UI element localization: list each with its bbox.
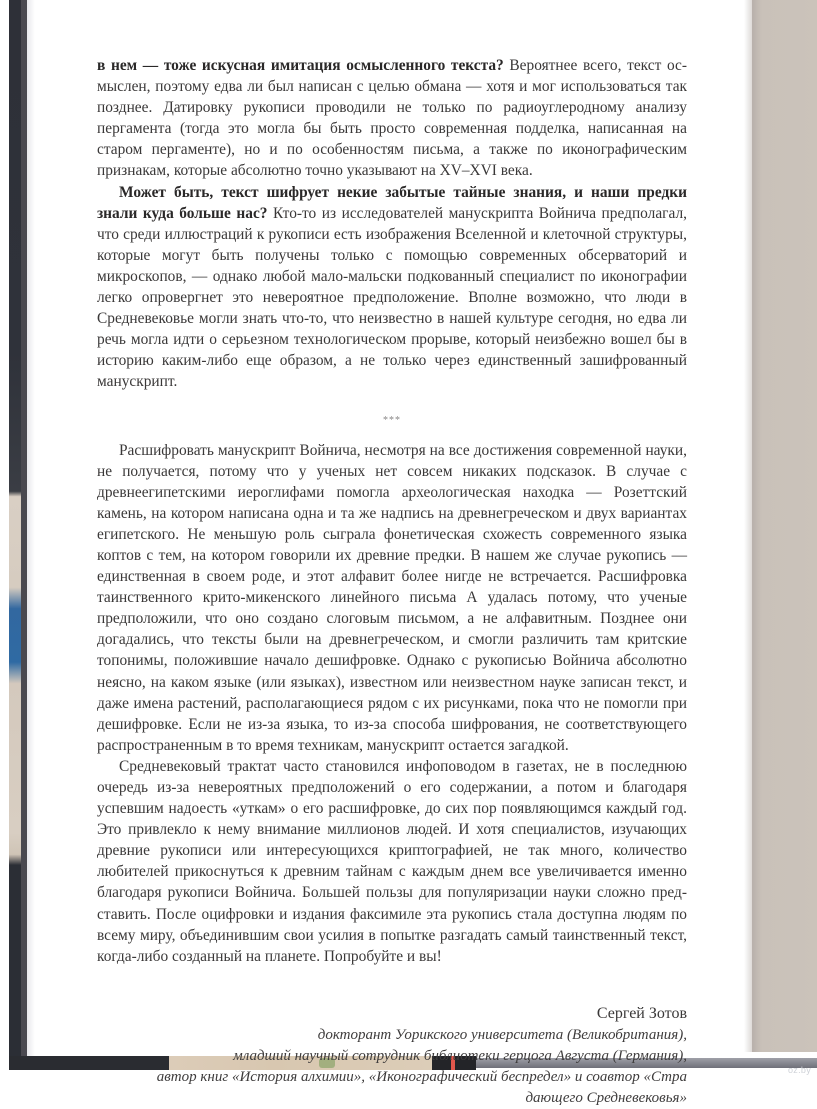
paragraph-1-bold-lead: в нем — тоже искусная имитация осмысленного текста?	[97, 57, 504, 74]
watermark: oz.by	[787, 1065, 811, 1075]
signature-block	[97, 1003, 687, 1109]
paragraph-2	[97, 182, 687, 393]
paragraph-1	[97, 55, 687, 182]
author-credential-3: автор книг «История алхимии», «Иконографический беспредел» и соавтор «Стра	[156, 1068, 687, 1085]
paragraph-4: Средневековый трактат часто становился инфоповодом в газетах, не в последнюю очередь из-за невероятных предположений о его содержании, а потом и благодаря успевшим надоесть «уткам» о его расшифровке, до сих пор появляющимся каждый год. Это привлекло к нему внимание миллионов людей. И хотя специалистов, изучающих древние рукописи или интересующихся криптографией, не так много, количество любителей прикоснуться к древним тайнам с каждым днем все увеличивается именно благодаря рукописи Войнича. Большей пользы для популяризации науки сложно представить. После оцифровки и издания факсимиле эта рукопись стала доступна людям по всему миру, объединившим свои усилия в попытке разгадать самый таинственный текст, когда-либо созданный на планете. Попробуйте и вы!	[97, 757, 687, 965]
page-stack-edge	[752, 0, 817, 1052]
author-credential-1: докторант Уорикского университета (Великобритания),	[317, 1026, 687, 1043]
page-gutter-shadow	[27, 0, 35, 1058]
background-edge	[0, 0, 9, 1080]
section-separator: ***	[383, 414, 401, 426]
paragraph-3: Расшифровать манускрипт Войнича, несмотря на все достижения современной науки, не получается, потому что у ученых нет совсем никаких подсказок. В случае с древнеегипетскими иероглифами помогла археологическая находка — Розеттский камень, на котором написана одна и та же надпись на древнегреческом и двух вариантах египетского. Не меньшую роль сыграла фонетическая схожесть современного языка коптов с тем, на котором говорили их древние предки. В нашем же случае рукопись — единственная в своем роде, и этот алфавит более нигде не встречается. Расшифровка таинственного крито-микенского линейного письма А удалась потому, что ученые предположили, что оно создано слоговым письмом, а не алфавитным. Позднее они догадались, что тексты были на древнегреческом, и смогли различить там критские топонимы, положившие начало дешифровке. Однако с рукописью Войнича абсолютно неясно, на каком языке (или языках), известном или неизвестном науке записан текст, и даже имена растений, располагающиеся рядом с их рисунками, пока что не помогли при дешифровке. Если не из-за языка, то из-за способа шифрования, не соответствующего распространенным в то время техникам, манускрипт остается загадкой.	[97, 441, 687, 754]
page-body	[97, 55, 687, 1109]
paragraph-1-text: Вероятнее всего, текст осмыслен, поэтому едва ли был написан с целью обмана — хотя и мог использоваться так позднее. Датировку рукописи проводили не только по радиоуглеродному анализу пергамента (тогда это могла бы быть просто современная подделка, написанная на старом пергаменте), но и по особенностям письма, а также по иконографическим признакам, которые абсолютно точно указывают на XV–XVI века.	[97, 57, 687, 180]
paragraph-2-text: Кто-то из исследователей манускрипта Войнича предполагал, что среди иллюстраций к рукописи есть изображения Вселенной и клеточной структуры, которые могут быть получены только с помощью современных обсерваторий и микроскопов, — однако любой мало-мальски подкованный специалист по иконографии легко опровергнет это невероятное предположение. Вполне возможно, что люди в Средневековье могли знать что-то, что неизвестно в нашей культуре сегодня, но едва ли речь могла идти о серьезном технологическом прорыве, который неизбежно вошел бы в историю каким-либо еще образом, а не только через единственный зашифрованный манускрипт.	[97, 204, 687, 391]
author-credential-2: младший научный сотрудник библиотеки герцога Августа (Германия),	[233, 1047, 687, 1064]
paragraph-2-bold-lead: Может быть, текст шифрует некие забытые тайные знания, и наши предки знали куда больше нас?	[97, 183, 687, 222]
author-credential-4: дающего Средневековья»	[525, 1089, 687, 1106]
book-cover-edge	[9, 0, 21, 1068]
author-name: Сергей Зотов	[596, 1004, 687, 1022]
